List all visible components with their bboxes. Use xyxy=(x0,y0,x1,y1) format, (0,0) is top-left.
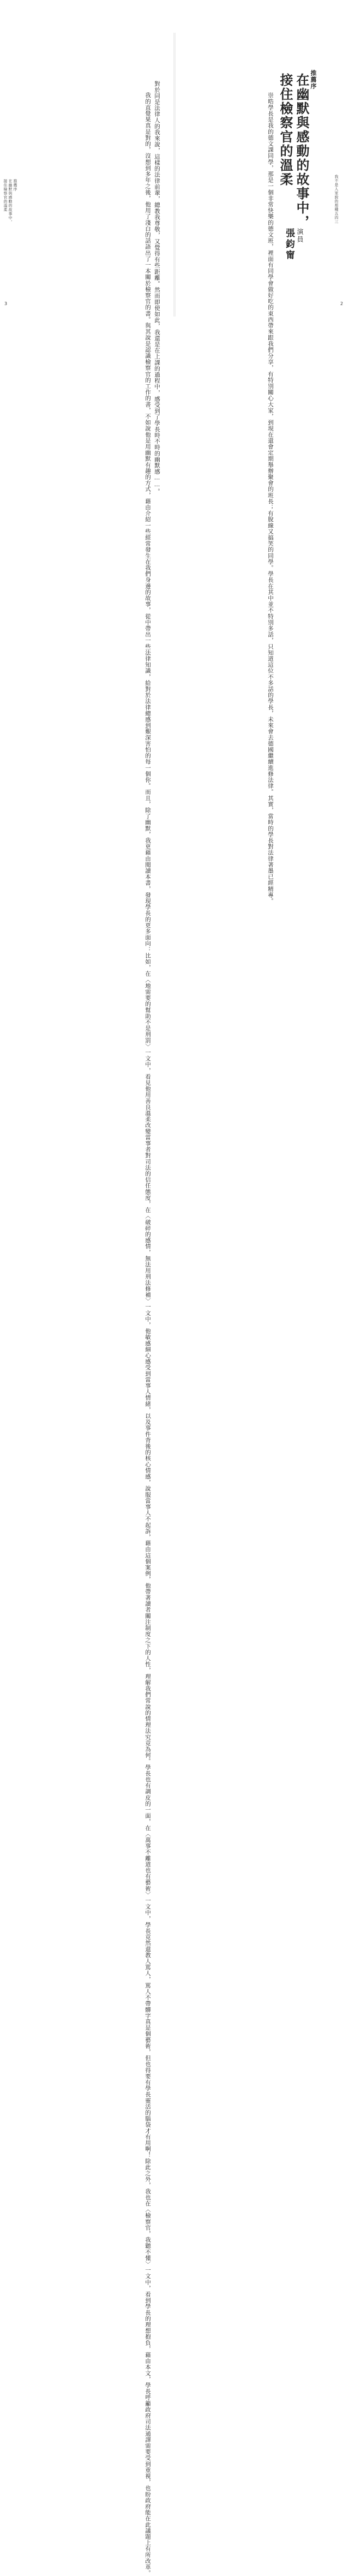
running-head-line: 在幽默與感動的故事中， xyxy=(8,179,13,224)
right-running-head: 我不是人家說的那種五四三 xyxy=(334,175,339,224)
title-line: 接住檢察官的溫柔 xyxy=(278,73,293,187)
page-title xyxy=(277,73,310,229)
left-page-number: 3 xyxy=(4,301,8,306)
left-running-head xyxy=(3,179,17,250)
left-page xyxy=(0,0,173,2576)
body-paragraph: 崇晧學長是我的德文課同學，那是一個非常快樂的德文班，裡面有同學會做好吃的東西帶來跟我們分享，有特別關心大家，到現在還會定期舉辦聚會的班長；有脫線又搞笑的同學。學長在其中並不特別多話，只知道這位不多話的學長，未來會去德國繼續進修法律。其實，當時的學長對法律著墨已經精專。 xyxy=(267,92,274,904)
right-page xyxy=(176,0,349,904)
author-name: 張鈞甯 xyxy=(284,228,294,261)
running-head-line: 接住檢察官的溫柔 xyxy=(3,179,8,212)
left-body-text xyxy=(35,81,161,2576)
title-line: 在幽默與感動的故事中， xyxy=(294,73,310,229)
body-paragraph: 我的直覺果真是對的，沒想到多年之後，他用了淺白的話語出了一本關於檢察官的書。與其說是認識檢察官的工作的書，不如說他是用幽默有趣的方式，藉由介紹一些經常發生在我們身邊的故事，從中帶出一些法律知識，給對於法律總感到艱深害怕的每一個你。而且，除了幽默，我更藉由閱讀本書，發現學長的更多面向：比如，在〈地需要的幫助不是刑罰〉一文中，看見他用善良溫柔改變當事者對司法的信任態度，在〈破碎的感情，無法用刑法修補〉一文中，他敏感細心感受到當事人情緒，以及事件背後的核心情感，說服當事人不起訴，藉由這個案例，他帶著讀者關注制度之下的人性，理解我們常說的情理法究竟為何。學長也有調皮的一面，在〈萬事不離道也有藝術〉一文中，學長竟然還教人罵人，罵人不帶髒字真是個藝術，但也得要有學長靈活的腦袋才有用啊！除此之外，我也在〈檢察官，我聽不懂〉一文中，看到學長的理想抱負，藉由本文，學長呼籲政府司法通譯需要受到重視，也盼政府能在此議題上有所改革。 xyxy=(145,92,151,2576)
right-page-number: 2 xyxy=(340,301,344,306)
body-paragraph: 對於同是法律人的我來說，這樣的法律前輩，總教我尊敬，又覺得有些距離。然而即使如此，我還是在上課的過程中，感受到了學長時不時的幽默感……。 xyxy=(154,81,160,494)
author-role: 演員 xyxy=(296,228,304,243)
running-head-line: 推薦序 xyxy=(13,179,17,192)
preface-label: 推薦序 xyxy=(310,70,317,90)
right-body-text xyxy=(234,81,275,904)
